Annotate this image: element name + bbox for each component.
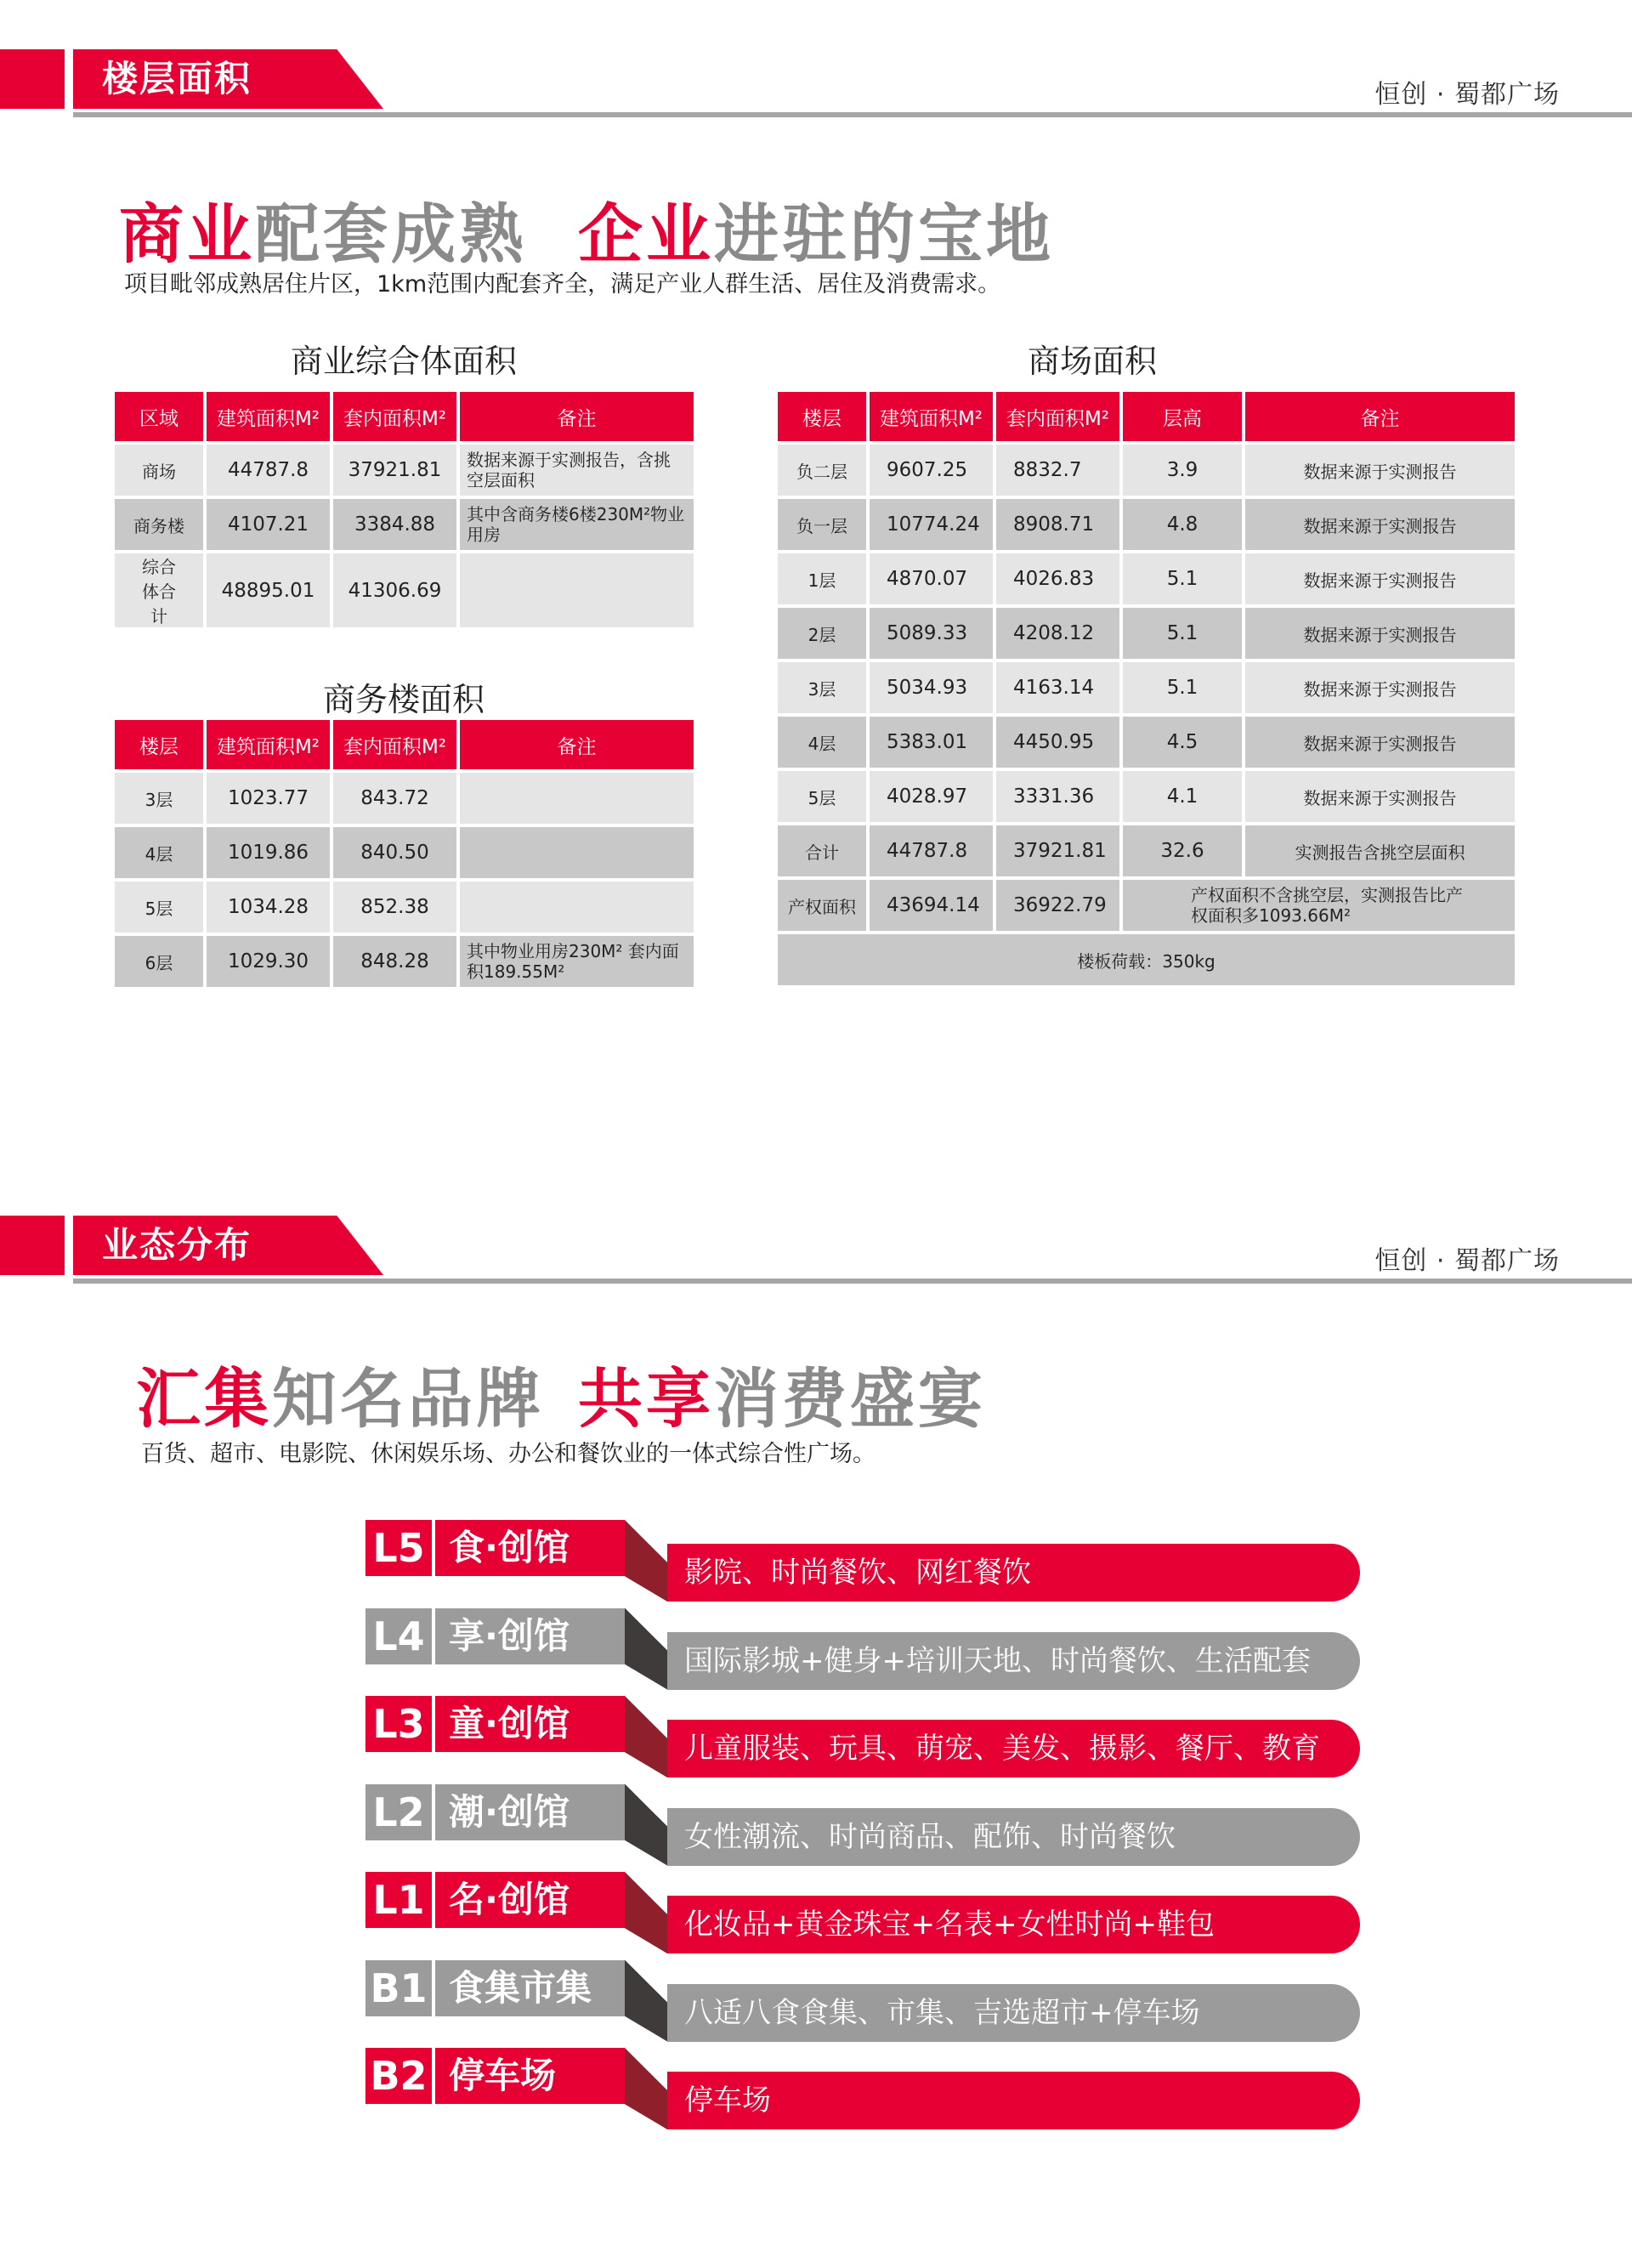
cell: 综合体合计 bbox=[115, 553, 203, 627]
floor-name: 名·创馆 bbox=[435, 1872, 625, 1928]
col-header: 建筑面积M² bbox=[207, 392, 330, 441]
headline-1: 商业配套成熟 企业进驻的宝地 bbox=[119, 196, 1054, 272]
floor-description: 女性潮流、时尚商品、配饰、时尚餐饮 bbox=[667, 1808, 1360, 1866]
cell: 3384.88 bbox=[333, 499, 456, 550]
cell: 848.28 bbox=[333, 936, 456, 987]
mall-area-table bbox=[774, 388, 1518, 989]
cell: 产权面积不含挑空层，实测报告比产权面积多1093.66M² bbox=[1123, 880, 1515, 931]
col-header: 建筑面积M² bbox=[207, 720, 330, 769]
floor-row bbox=[366, 1872, 1368, 1953]
col-header: 层高 bbox=[1123, 392, 1242, 441]
floor-level-badge: L5 bbox=[366, 1520, 432, 1576]
table-row bbox=[115, 827, 694, 878]
cell: 数据来源于实测报告 bbox=[1245, 771, 1515, 822]
cell: 37921.81 bbox=[996, 825, 1119, 876]
brand-label: 恒创 · 蜀都广场 bbox=[1374, 1246, 1560, 1276]
section-header-floor-area bbox=[0, 0, 1632, 119]
cell: 5.1 bbox=[1123, 662, 1242, 713]
table-row bbox=[115, 882, 694, 933]
col-header: 套内面积M² bbox=[996, 392, 1119, 441]
cell: 3层 bbox=[115, 773, 203, 824]
cell: 5.1 bbox=[1123, 608, 1242, 659]
cell: 1023.77 bbox=[207, 773, 330, 824]
cell: 4870.07 bbox=[870, 553, 993, 604]
cell: 负一层 bbox=[778, 499, 866, 550]
cell bbox=[460, 553, 694, 627]
brand-label: 恒创 · 蜀都广场 bbox=[1374, 80, 1560, 110]
cell: 实测报告含挑空层面积 bbox=[1245, 825, 1515, 876]
divider bbox=[73, 1279, 1632, 1284]
cell bbox=[460, 882, 694, 933]
cell: 4026.83 bbox=[996, 553, 1119, 604]
cell: 2层 bbox=[778, 608, 866, 659]
section-title: 楼层面积 bbox=[102, 58, 252, 99]
ribbon-fold bbox=[625, 2048, 667, 2129]
table-row bbox=[778, 934, 1515, 985]
cell: 4层 bbox=[115, 827, 203, 878]
table-row bbox=[778, 608, 1515, 659]
cell: 负二层 bbox=[778, 445, 866, 496]
divider bbox=[73, 112, 1632, 117]
col-header: 备注 bbox=[460, 392, 694, 441]
table-row bbox=[115, 445, 694, 496]
ribbon-fold bbox=[625, 1960, 667, 2042]
cell: 10774.24 bbox=[870, 499, 993, 550]
office-area-table bbox=[111, 717, 697, 990]
ribbon-fold bbox=[625, 1520, 667, 1602]
cell: 商场 bbox=[115, 445, 203, 496]
section-title: 业态分布 bbox=[102, 1224, 252, 1266]
cell: 5层 bbox=[778, 771, 866, 822]
cell: 8908.71 bbox=[996, 499, 1119, 550]
table-row bbox=[778, 825, 1515, 876]
table-row bbox=[778, 553, 1515, 604]
cell: 6层 bbox=[115, 936, 203, 987]
floor-name: 停车场 bbox=[435, 2048, 625, 2104]
cell: 37921.81 bbox=[333, 445, 456, 496]
col-header: 区域 bbox=[115, 392, 203, 441]
floor-description: 儿童服装、玩具、萌宠、美发、摄影、餐厅、教育 bbox=[667, 1720, 1360, 1778]
col-header: 楼层 bbox=[115, 720, 203, 769]
floor-description: 国际影城+健身+培训天地、时尚餐饮、生活配套 bbox=[667, 1632, 1360, 1690]
cell: 1029.30 bbox=[207, 936, 330, 987]
mall-table-caption: 商场面积 bbox=[1027, 343, 1157, 380]
floor-level-badge: L2 bbox=[366, 1784, 432, 1840]
ribbon-fold bbox=[625, 1608, 667, 1690]
floor-name: 食·创馆 bbox=[435, 1520, 625, 1576]
cell: 1层 bbox=[778, 553, 866, 604]
cell: 4层 bbox=[778, 717, 866, 768]
floor-row bbox=[366, 1960, 1368, 2042]
table-row bbox=[115, 499, 694, 550]
floor-row bbox=[366, 1696, 1368, 1778]
cell: 4450.95 bbox=[996, 717, 1119, 768]
floor-level-badge: L4 bbox=[366, 1608, 432, 1664]
cell: 44787.8 bbox=[207, 445, 330, 496]
cell: 数据来源于实测报告 bbox=[1245, 717, 1515, 768]
cell: 4163.14 bbox=[996, 662, 1119, 713]
cell: 其中物业用房230M² 套内面积189.55M² bbox=[460, 936, 694, 987]
table-row bbox=[778, 445, 1515, 496]
table-row bbox=[778, 499, 1515, 550]
cell: 5.1 bbox=[1123, 553, 1242, 604]
cell: 商务楼 bbox=[115, 499, 203, 550]
cell: 840.50 bbox=[333, 827, 456, 878]
col-header: 备注 bbox=[460, 720, 694, 769]
col-header: 套内面积M² bbox=[333, 392, 456, 441]
floor-level-badge: B1 bbox=[366, 1960, 432, 2016]
cell: 3.9 bbox=[1123, 445, 1242, 496]
cell: 48895.01 bbox=[207, 553, 330, 627]
cell: 5层 bbox=[115, 882, 203, 933]
floor-name: 潮·创馆 bbox=[435, 1784, 625, 1840]
section-header-business-layout bbox=[0, 1166, 1632, 1285]
cell: 852.38 bbox=[333, 882, 456, 933]
office-table-caption: 商务楼面积 bbox=[322, 681, 484, 718]
col-header: 楼层 bbox=[778, 392, 866, 441]
cell bbox=[460, 827, 694, 878]
cell: 44787.8 bbox=[870, 825, 993, 876]
cell: 843.72 bbox=[333, 773, 456, 824]
cell: 4208.12 bbox=[996, 608, 1119, 659]
floor-load-note: 楼板荷载：350kg bbox=[778, 934, 1515, 985]
floor-name: 童·创馆 bbox=[435, 1696, 625, 1752]
cell bbox=[460, 773, 694, 824]
cell: 产权面积 bbox=[778, 880, 866, 931]
floor-level-badge: L1 bbox=[366, 1872, 432, 1928]
floor-description: 化妆品+黄金珠宝+名表+女性时尚+鞋包 bbox=[667, 1896, 1360, 1953]
floor-row bbox=[366, 2048, 1368, 2129]
complex-table-caption: 商业综合体面积 bbox=[290, 343, 517, 380]
floor-description: 八适八食食集、市集、吉选超市+停车场 bbox=[667, 1984, 1360, 2042]
table-row bbox=[778, 717, 1515, 768]
accent-bar bbox=[0, 49, 65, 109]
cell: 4.5 bbox=[1123, 717, 1242, 768]
cell: 43694.14 bbox=[870, 880, 993, 931]
headline-2: 汇集知名品牌 共享消费盛宴 bbox=[136, 1361, 986, 1437]
cell: 4.1 bbox=[1123, 771, 1242, 822]
cell: 数据来源于实测报告，含挑空层面积 bbox=[460, 445, 694, 496]
cell: 1034.28 bbox=[207, 882, 330, 933]
table-row bbox=[778, 880, 1515, 931]
cell: 数据来源于实测报告 bbox=[1245, 608, 1515, 659]
cell: 数据来源于实测报告 bbox=[1245, 662, 1515, 713]
table-row bbox=[115, 936, 694, 987]
ribbon-fold bbox=[625, 1784, 667, 1866]
cell: 5383.01 bbox=[870, 717, 993, 768]
accent-bar bbox=[0, 1216, 65, 1275]
floor-row bbox=[366, 1520, 1368, 1602]
cell: 36922.79 bbox=[996, 880, 1119, 931]
ribbon-fold bbox=[625, 1696, 667, 1778]
floor-level-badge: L3 bbox=[366, 1696, 432, 1752]
cell: 5034.93 bbox=[870, 662, 993, 713]
table-row bbox=[778, 662, 1515, 713]
cell: 3331.36 bbox=[996, 771, 1119, 822]
complex-area-table bbox=[111, 388, 697, 631]
cell: 其中含商务楼6楼230M²物业用房 bbox=[460, 499, 694, 550]
cell: 1019.86 bbox=[207, 827, 330, 878]
col-header: 套内面积M² bbox=[333, 720, 456, 769]
cell: 数据来源于实测报告 bbox=[1245, 553, 1515, 604]
cell: 32.6 bbox=[1123, 825, 1242, 876]
cell: 4.8 bbox=[1123, 499, 1242, 550]
cell: 4107.21 bbox=[207, 499, 330, 550]
floor-description: 影院、时尚餐饮、网红餐饮 bbox=[667, 1544, 1360, 1602]
floor-name: 食集市集 bbox=[435, 1960, 625, 2016]
cell: 4028.97 bbox=[870, 771, 993, 822]
ribbon-fold bbox=[625, 1872, 667, 1953]
subtitle-1: 项目毗邻成熟居住片区，1km范围内配套齐全，满足产业人群生活、居住及消费需求。 bbox=[124, 271, 1001, 298]
col-header: 建筑面积M² bbox=[870, 392, 993, 441]
subtitle-2: 百货、超市、电影院、休闲娱乐场、办公和餐饮业的一体式综合性广场。 bbox=[141, 1441, 876, 1467]
cell: 3层 bbox=[778, 662, 866, 713]
cell: 41306.69 bbox=[333, 553, 456, 627]
cell: 合计 bbox=[778, 825, 866, 876]
floor-level-badge: B2 bbox=[366, 2048, 432, 2104]
cell: 数据来源于实测报告 bbox=[1245, 499, 1515, 550]
col-header: 备注 bbox=[1245, 392, 1515, 441]
floor-description: 停车场 bbox=[667, 2072, 1360, 2129]
cell: 5089.33 bbox=[870, 608, 993, 659]
table-row bbox=[115, 553, 694, 627]
table-row bbox=[115, 773, 694, 824]
cell: 9607.25 bbox=[870, 445, 993, 496]
cell: 8832.7 bbox=[996, 445, 1119, 496]
floor-name: 享·创馆 bbox=[435, 1608, 625, 1664]
floor-row bbox=[366, 1784, 1368, 1866]
cell: 数据来源于实测报告 bbox=[1245, 445, 1515, 496]
table-row bbox=[778, 771, 1515, 822]
floor-row bbox=[366, 1608, 1368, 1690]
